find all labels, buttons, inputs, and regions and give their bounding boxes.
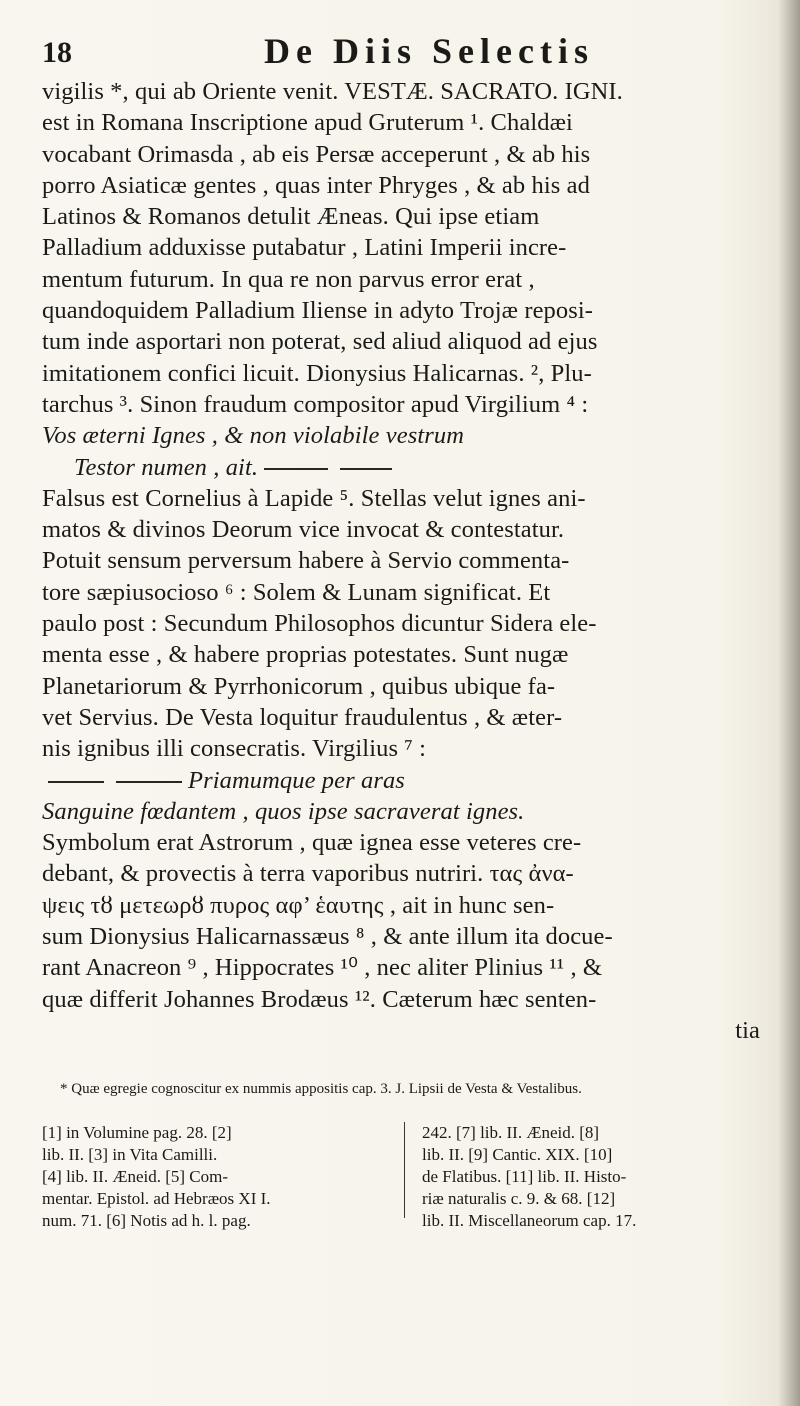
footnote-line: riæ naturalis c. 9. & 68. [12]: [422, 1189, 616, 1208]
text-line: vocabant Orimasda , ab eis Persæ acceperunt , & ab his: [42, 140, 591, 168]
text-line: Planetariorum & Pyrrhonicorum , quibus ubique fa-: [42, 672, 556, 700]
main-text: [42, 76, 760, 1046]
footnote-line: num. 71. [6] Notis ad h. l. pag.: [42, 1211, 251, 1230]
dash-rule: [48, 781, 104, 783]
text-line: vigilis *, qui ab Oriente venit. VESTÆ. SACRATO. IGNI.: [42, 78, 623, 105]
footnote-column-divider: [404, 1122, 405, 1218]
footnote-line: 242. [7] lib. II. Æneid. [8]: [422, 1123, 600, 1142]
text-line: nis ignibus illi consecratis. Virgilius ⁷ :: [42, 735, 427, 763]
text-line: quæ differit Johannes Brodæus ¹². Cæterum hæc senten-: [42, 985, 597, 1013]
text-line: imitationem confici licuit. Dionysius Halicarnas. ², Plu-: [42, 359, 592, 387]
text-line: est in Romana Inscriptione apud Gruterum ¹. Chaldæi: [42, 109, 573, 137]
text-line: matos & divinos Deorum vice invocat & contestatur.: [42, 516, 565, 544]
footnote-line: mentar. Epistol. ad Hebræos XI I.: [42, 1189, 271, 1208]
text-line: tum inde asportari non poterat, sed aliud aliquod ad ejus: [42, 328, 598, 356]
footnotes-left-column: [42, 1122, 382, 1232]
dash-rule: [340, 468, 392, 470]
verse-quote-line: [42, 452, 760, 483]
footnote-line: lib. II. Miscellaneorum cap. 17.: [422, 1211, 637, 1230]
page-header: [42, 30, 762, 74]
page-number: 18: [42, 36, 72, 69]
text-line: ψεις τȣ μετεωρȣ πυρος αφ’ ἑαυτης , ait in hunc sen-: [42, 891, 555, 919]
dash-rule: [264, 468, 328, 470]
text-line: porro Asiaticæ gentes , quas inter Phryges , & ab his ad: [42, 171, 590, 199]
text-line: tore sæpiusocioso ⁶ : Solem & Lunam significat. Et: [42, 578, 551, 606]
star-footnote: * Quæ egregie cognoscitur ex nummis appositis cap. 3. J. Lipsii de Vesta & Vestalibus.: [60, 1081, 582, 1097]
footnotes-right-column: [422, 1122, 762, 1232]
catchword: tia: [735, 1016, 760, 1044]
text-line: Palladium adduxisse putabatur , Latini Imperii incre-: [42, 234, 567, 262]
text-line: quandoquidem Palladium Iliense in adyto Trojæ reposi-: [42, 297, 594, 325]
footnote-line: lib. II. [3] in Vita Camilli.: [42, 1145, 218, 1164]
text-line: Symbolum erat Astrorum , quæ ignea esse veteres cre-: [42, 829, 582, 857]
page-edge-shadow: [778, 0, 800, 1406]
text-line: vet Servius. De Vesta loquitur fraudulentus , & æter-: [42, 703, 563, 731]
dash-rule: [116, 781, 182, 783]
footnote-line: lib. II. [9] Cantic. XIX. [10]: [422, 1145, 613, 1164]
verse-text: Testor numen , ait.: [74, 453, 259, 481]
verse-quote-line: Vos æterni Ignes , & non violabile vestrum: [42, 422, 465, 450]
text-line: Latinos & Romanos detulit Æneas. Qui ipse etiam: [42, 203, 540, 231]
text-line: rant Anacreon ⁹ , Hippocrates ¹⁰ , nec aliter Plinius ¹¹ , &: [42, 954, 603, 982]
text-line: debant, & provectis à terra vaporibus nutriri. τας ἀνα-: [42, 860, 574, 888]
text-line: paulo post : Secundum Philosophos dicuntur Sidera ele-: [42, 610, 597, 638]
text-line: mentum futurum. In qua re non parvus error erat ,: [42, 265, 535, 293]
text-line: sum Dionysius Halicarnassæus ⁸ , & ante illum ita docue-: [42, 923, 613, 951]
verse-quote-line: Sanguine fœdantem , quos ipse sacraverat ignes.: [42, 797, 525, 825]
running-title: De Diis Selectis: [264, 31, 594, 71]
text-line: menta esse , & habere proprias potestates. Sunt nugæ: [42, 641, 569, 669]
footnote-line: de Flatibus. [11] lib. II. Histo-: [422, 1167, 627, 1186]
text-line: tarchus ³. Sinon fraudum compositor apud Virgilium ⁴ :: [42, 390, 589, 418]
footnote-line: [1] in Volumine pag. 28. [2]: [42, 1123, 232, 1142]
verse-text: Priamumque per aras: [188, 766, 405, 794]
text-line: Falsus est Cornelius à Lapide ⁵. Stellas velut ignes ani-: [42, 484, 586, 512]
verse-quote-line: [42, 765, 760, 796]
footnote-line: [4] lib. II. Æneid. [5] Com-: [42, 1167, 229, 1186]
text-line: Potuit sensum perversum habere à Servio commenta-: [42, 547, 570, 575]
